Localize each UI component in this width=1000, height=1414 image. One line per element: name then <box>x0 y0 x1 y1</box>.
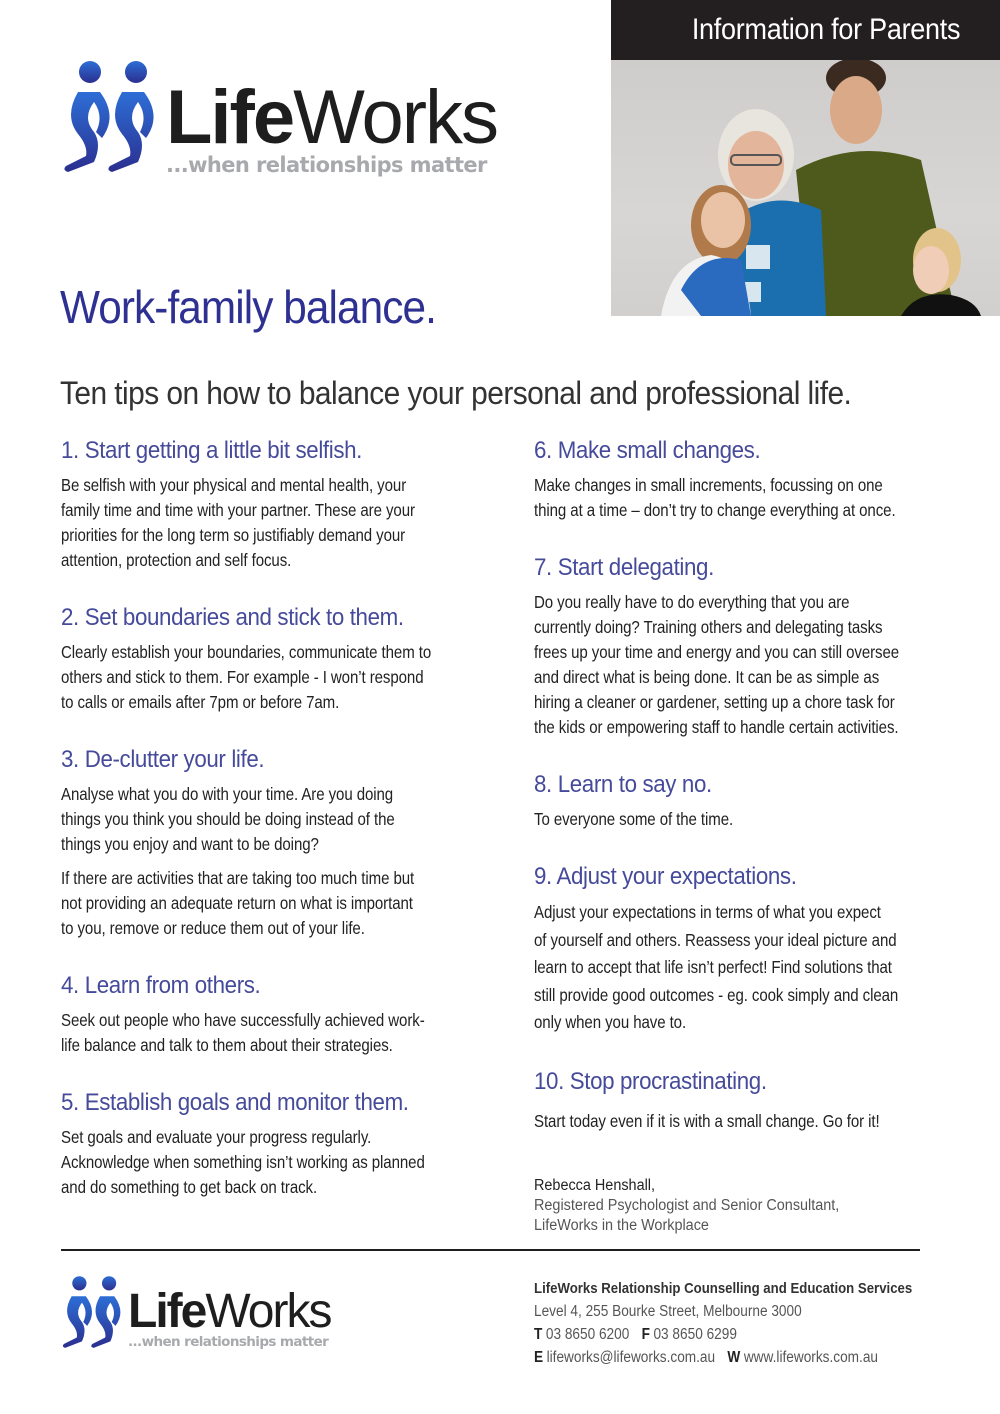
banner-text: Information for Parents <box>691 13 960 46</box>
tip-text: Be selfish with your physical and mental health, your family time and time with your partner. These are your priorities for the long term so justifiably demand your attention, protection and self focus. <box>61 475 415 570</box>
tip-heading: 6. Make small changes. <box>534 437 761 464</box>
tip-5 <box>61 1088 481 1200</box>
tips-left-column <box>61 436 481 1200</box>
contact-email-web: E lifeworks@lifeworks.com.au W www.lifeworks.com.au <box>534 1349 878 1366</box>
tip-text: Seek out people who have successfully achieved work- life balance and talk to them about their strategies. <box>61 1010 425 1055</box>
tip-1 <box>61 436 481 573</box>
tip-heading: 9. Adjust your expectations. <box>534 863 797 890</box>
tip-6 <box>534 436 954 523</box>
family-photo <box>611 60 1000 316</box>
tip-9 <box>534 862 954 1037</box>
tip-2 <box>61 603 481 715</box>
contact-info <box>534 1277 964 1369</box>
tips-right-column <box>534 436 954 1134</box>
page-subtitle: Ten tips on how to balance your personal and professional life. <box>60 375 852 411</box>
info-banner <box>611 0 1000 60</box>
author-org: LifeWorks in the Workplace <box>534 1217 709 1234</box>
tip-text: Do you really have to do everything that you are currently doing? Training others and delegating tasks frees up your time and energy and you can still oversee and direct what is being done. It can be as simple as hiring a cleaner or gardener, setting up a chore task for the kids or empowering staff to handle certain activities. <box>534 592 900 737</box>
author-signature <box>534 1176 862 1236</box>
tip-heading: 5. Establish goals and monitor them. <box>61 1089 409 1116</box>
author-name: Rebecca Henshall, <box>534 1177 656 1194</box>
tip-text: Make changes in small increments, focussing on one thing at a time – don’t try to change everything at once. <box>534 475 896 520</box>
page-title: Work-family balance. <box>60 281 436 333</box>
tip-text: Start today even if it is with a small change. Go for it! <box>534 1110 880 1131</box>
family-photo-illustration <box>611 60 1000 316</box>
email-link[interactable]: lifeworks@lifeworks.com.au <box>546 1349 716 1366</box>
tip-text: Adjust your expectations in terms of what you expect of yourself and others. Reassess your ideal picture and learn to accept that life isn’t perfect! Find solutions that still provide good outcomes - eg. cook simply and clean only when you have to. <box>534 902 899 1032</box>
fax-number: 03 8650 6299 <box>653 1326 737 1343</box>
tip-10 <box>534 1067 954 1134</box>
lifeworks-logo <box>60 58 498 183</box>
tip-heading: 8. Learn to say no. <box>534 771 712 798</box>
tip-heading: 4. Learn from others. <box>61 972 261 999</box>
footer-divider <box>61 1249 920 1251</box>
brand-tagline: ...when relationships matter <box>166 153 487 177</box>
phone-number[interactable]: 03 8650 6200 <box>545 1326 630 1343</box>
author-role: Registered Psychologist and Senior Consultant, <box>534 1197 840 1214</box>
tip-7 <box>534 553 954 740</box>
brand-name: LifeWorks <box>128 1285 331 1338</box>
contact-org: LifeWorks Relationship Counselling and Education Services <box>534 1280 913 1297</box>
brand-name: LifeWorks <box>166 75 498 160</box>
tip-text: Clearly establish your boundaries, communicate them to others and stick to them. For example - I won’t respond to calls or emails after 7pm or before 7am. <box>61 642 432 712</box>
two-figures-logo-icon <box>60 58 156 178</box>
tip-3 <box>61 745 481 941</box>
tip-text: To everyone some of the time. <box>534 809 734 829</box>
website-link[interactable]: www.lifeworks.com.au <box>743 1349 878 1366</box>
contact-phone-fax: T 03 8650 6200 F 03 8650 6299 <box>534 1326 737 1343</box>
tip-4 <box>61 971 481 1058</box>
tip-text: Set goals and evaluate your progress regularly. Acknowledge when something isn’t working as planned and do something to get back on track. <box>61 1127 425 1197</box>
tip-heading: 10. Stop procrastinating. <box>534 1067 767 1095</box>
tip-heading: 2. Set boundaries and stick to them. <box>61 604 404 631</box>
tip-heading: 3. De-clutter your life. <box>61 746 265 773</box>
tip-heading: 7. Start delegating. <box>534 554 714 581</box>
lifeworks-logo-footer <box>60 1274 330 1354</box>
contact-address: Level 4, 255 Bourke Street, Melbourne 3000 <box>534 1303 802 1320</box>
tip-heading: 1. Start getting a little bit selfish. <box>61 437 362 464</box>
tip-text: Analyse what you do with your time. Are you doing things you think you should be doing instead of the things you enjoy and want to be doing? <box>61 784 395 854</box>
tip-8 <box>534 770 954 832</box>
tip-text-continued: If there are activities that are taking too much time but not providing an adequate return on what is important to you, remove or reduce them out of your life. <box>61 868 415 938</box>
brand-tagline: ...when relationships matter <box>128 1334 329 1350</box>
two-figures-logo-icon <box>60 1274 122 1352</box>
